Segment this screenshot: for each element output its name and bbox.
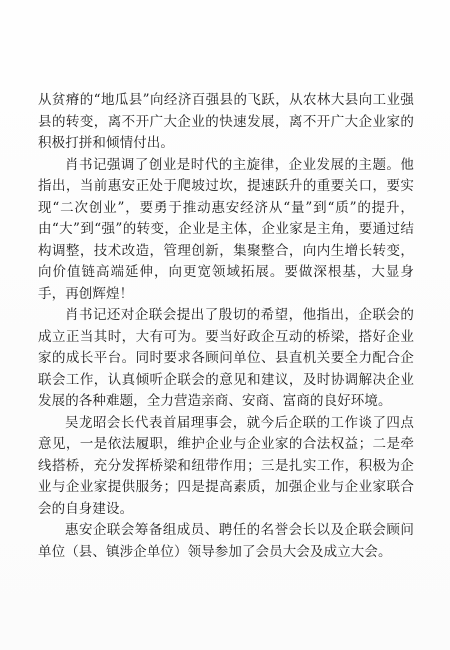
paragraph-1: 从贫瘠的“地瓜县”向经济百强县的飞跃，从农林大县向工业强县的转变，离不开广大企业的快速发展，离不开广大企业家的积极打拼和倾情付出。	[38, 92, 414, 151]
document-body	[38, 90, 414, 563]
paragraph-2: 肖书记强调了创业是时代的主旋律，企业发展的主题。他指出，当前惠安正处于爬坡过坎，提速跃升的重要关口，要实现“二次创业”，要勇于推动惠安经济从“量”到“质”的提升，由“大”到“强”的转变，企业是主体，企业家是主角，要通过结构调整，技术改造，管理创新，集聚整合，向内生增长转变，向价值链高端延伸，向更宽领域拓展。要做深根基，大显身手，再创辉煌！	[38, 156, 414, 302]
paragraph-5: 惠安企联会筹备组成员、聘任的名誉会长以及企联会顾问单位（县、镇涉企单位）领导参加了会员大会及成立大会。	[38, 522, 414, 560]
paragraph-3: 肖书记还对企联会提出了殷切的希望，他指出，企联会的成立正当其时，大有可为。要当好政企互动的桥梁，搭好企业家的成长平台。同时要求各顾问单位、县直机关要全力配合企联会工作，认真倾听企联会的意见和建议，及时协调解决企业发展的各种难题，全力营造亲商、安商、富商的良好环境。	[38, 307, 414, 409]
paragraph-4: 吴龙昭会长代表首届理事会，就今后企联的工作谈了四点意见，一是依法履职，维护企业与企业家的合法权益；二是牵线搭桥，充分发挥桥梁和纽带作用；三是扎实工作，积极为企业与企业家提供服务；四是提高素质，加强企业与企业家联合会的自身建设。	[38, 414, 414, 517]
